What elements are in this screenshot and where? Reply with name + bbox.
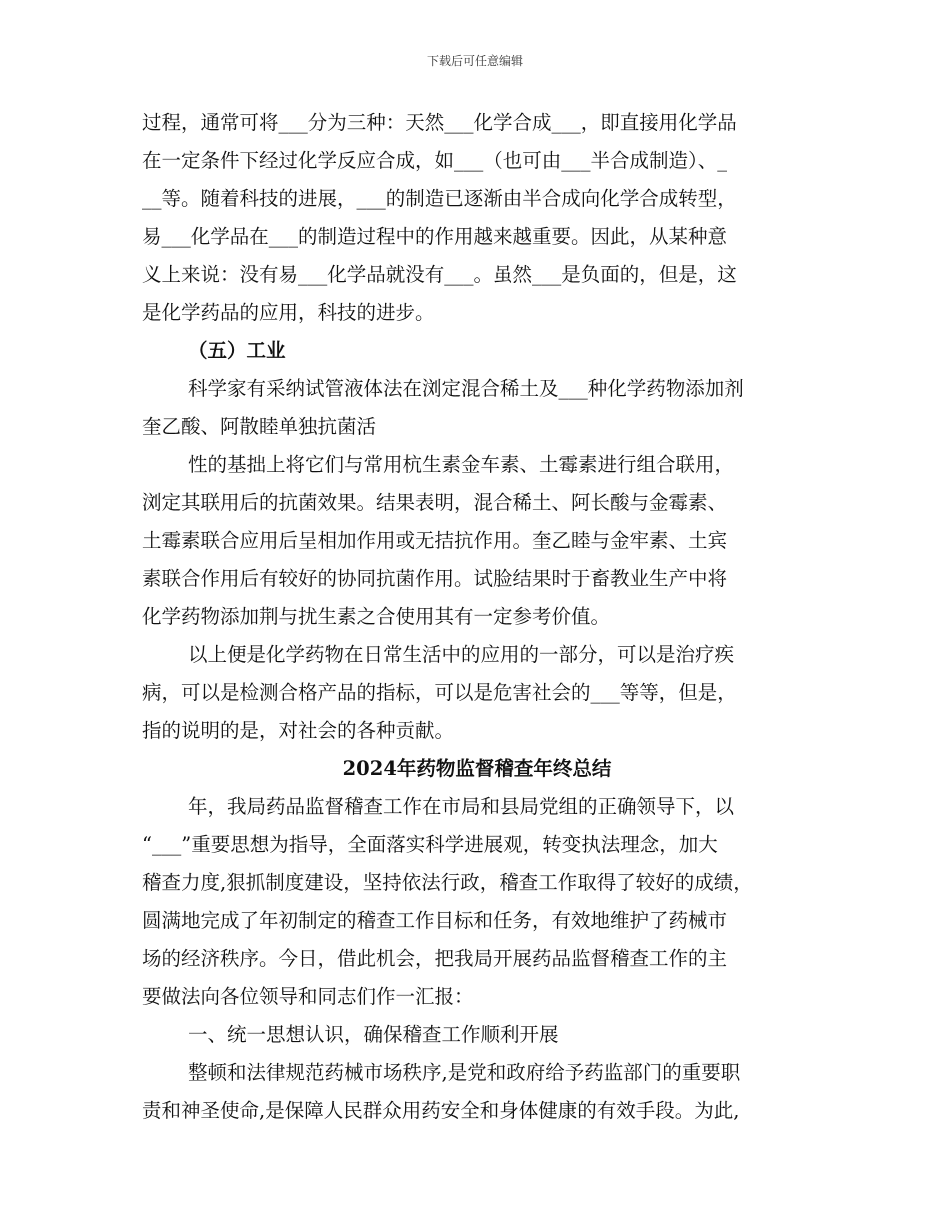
text-line: 病，可以是检测合格产品的指标，可以是危害社会的___等等，但是，	[142, 681, 737, 704]
section-heading-industry: （五）工业	[188, 339, 286, 362]
text-line: 要做法向各位领导和同志们作一汇报：	[142, 985, 474, 1008]
text-line: 在一定条件下经过化学反应合成，如___（也可由___半合成制造）、_	[142, 149, 728, 172]
text-line: 场的经济秩序。今日，借此机会，把我局开展药品监督稽查工作的主	[142, 947, 728, 970]
section-subheading: 一、统一思想认识，确保稽查工作顺利开展	[188, 1023, 559, 1046]
text-line: __等。随着科技的进展，___的制造已逐渐由半合成向化学合成转型，	[142, 187, 737, 210]
page-header-note: 下载后可任意编辑	[426, 54, 523, 68]
text-line: “___”重要思想为指导，全面落实科学进展观，转变执法理念，加大	[142, 833, 718, 856]
text-line: 稽查力度,狠抓制度建设，坚持依法行政，稽查工作取得了较好的成绩，	[142, 871, 753, 894]
text-line: 圆满地完成了年初制定的稽查工作目标和任务，有效地维护了药械市	[142, 909, 728, 932]
text-line: 浏定其联用后的抗菌效果。结果表明，混合稀土、阿长酸与金霉素、	[142, 491, 728, 514]
text-line: 年，我局药品监督稽查工作在市局和县局党组的正确领导下，以	[188, 795, 735, 818]
text-line: 义上来说：没有易___化学品就没有___。虽然___是负面的，但是，这	[142, 263, 737, 286]
text-line: 以上便是化学药物在日常生活中的应用的一部分，可以是治疗疾	[188, 643, 735, 666]
text-line: 过程，通常可将___分为三种：天然___化学合成___，即直接用化学品	[142, 111, 737, 134]
document-title: 2024年药物监督稽查年终总结	[342, 757, 612, 780]
text-line: 责和神圣使命,是保障人民群众用药安全和身体健康的有效手段。为此,	[142, 1099, 740, 1122]
text-line: 指的说明的是，对社会的各种贡献。	[142, 719, 455, 742]
text-line: 易___化学品在___的制造过程中的作用越来越重要。因此，从某种意	[142, 225, 728, 248]
text-line: 是化学药品的应用，科技的进步。	[142, 301, 435, 324]
text-line: 整顿和法律规范药械市场秩序,是党和政府给予药监部门的重要职	[188, 1061, 741, 1084]
text-line: 化学药物添加荆与扰生素之合使用其有一定参考价值。	[142, 605, 611, 628]
text-line: 科学家有采纳试管液体法在浏定混合稀土及___种化学药物添加剂	[188, 377, 744, 400]
document-body	[142, 104, 812, 1130]
text-line: 土霉素联合应用后呈相加作用或无拮抗作用。奎乙睦与金牢素、土宾	[142, 529, 728, 552]
text-line: 素联合作用后有较好的协同抗菌作用。试脸结果时于畜教业生产中将	[142, 567, 728, 590]
text-line: 性的基拙上将它们与常用杭生素金车素、土霉素进行组合联用，	[188, 453, 735, 476]
text-line: 奎乙酸、阿散睦单独抗菌活	[142, 415, 377, 438]
